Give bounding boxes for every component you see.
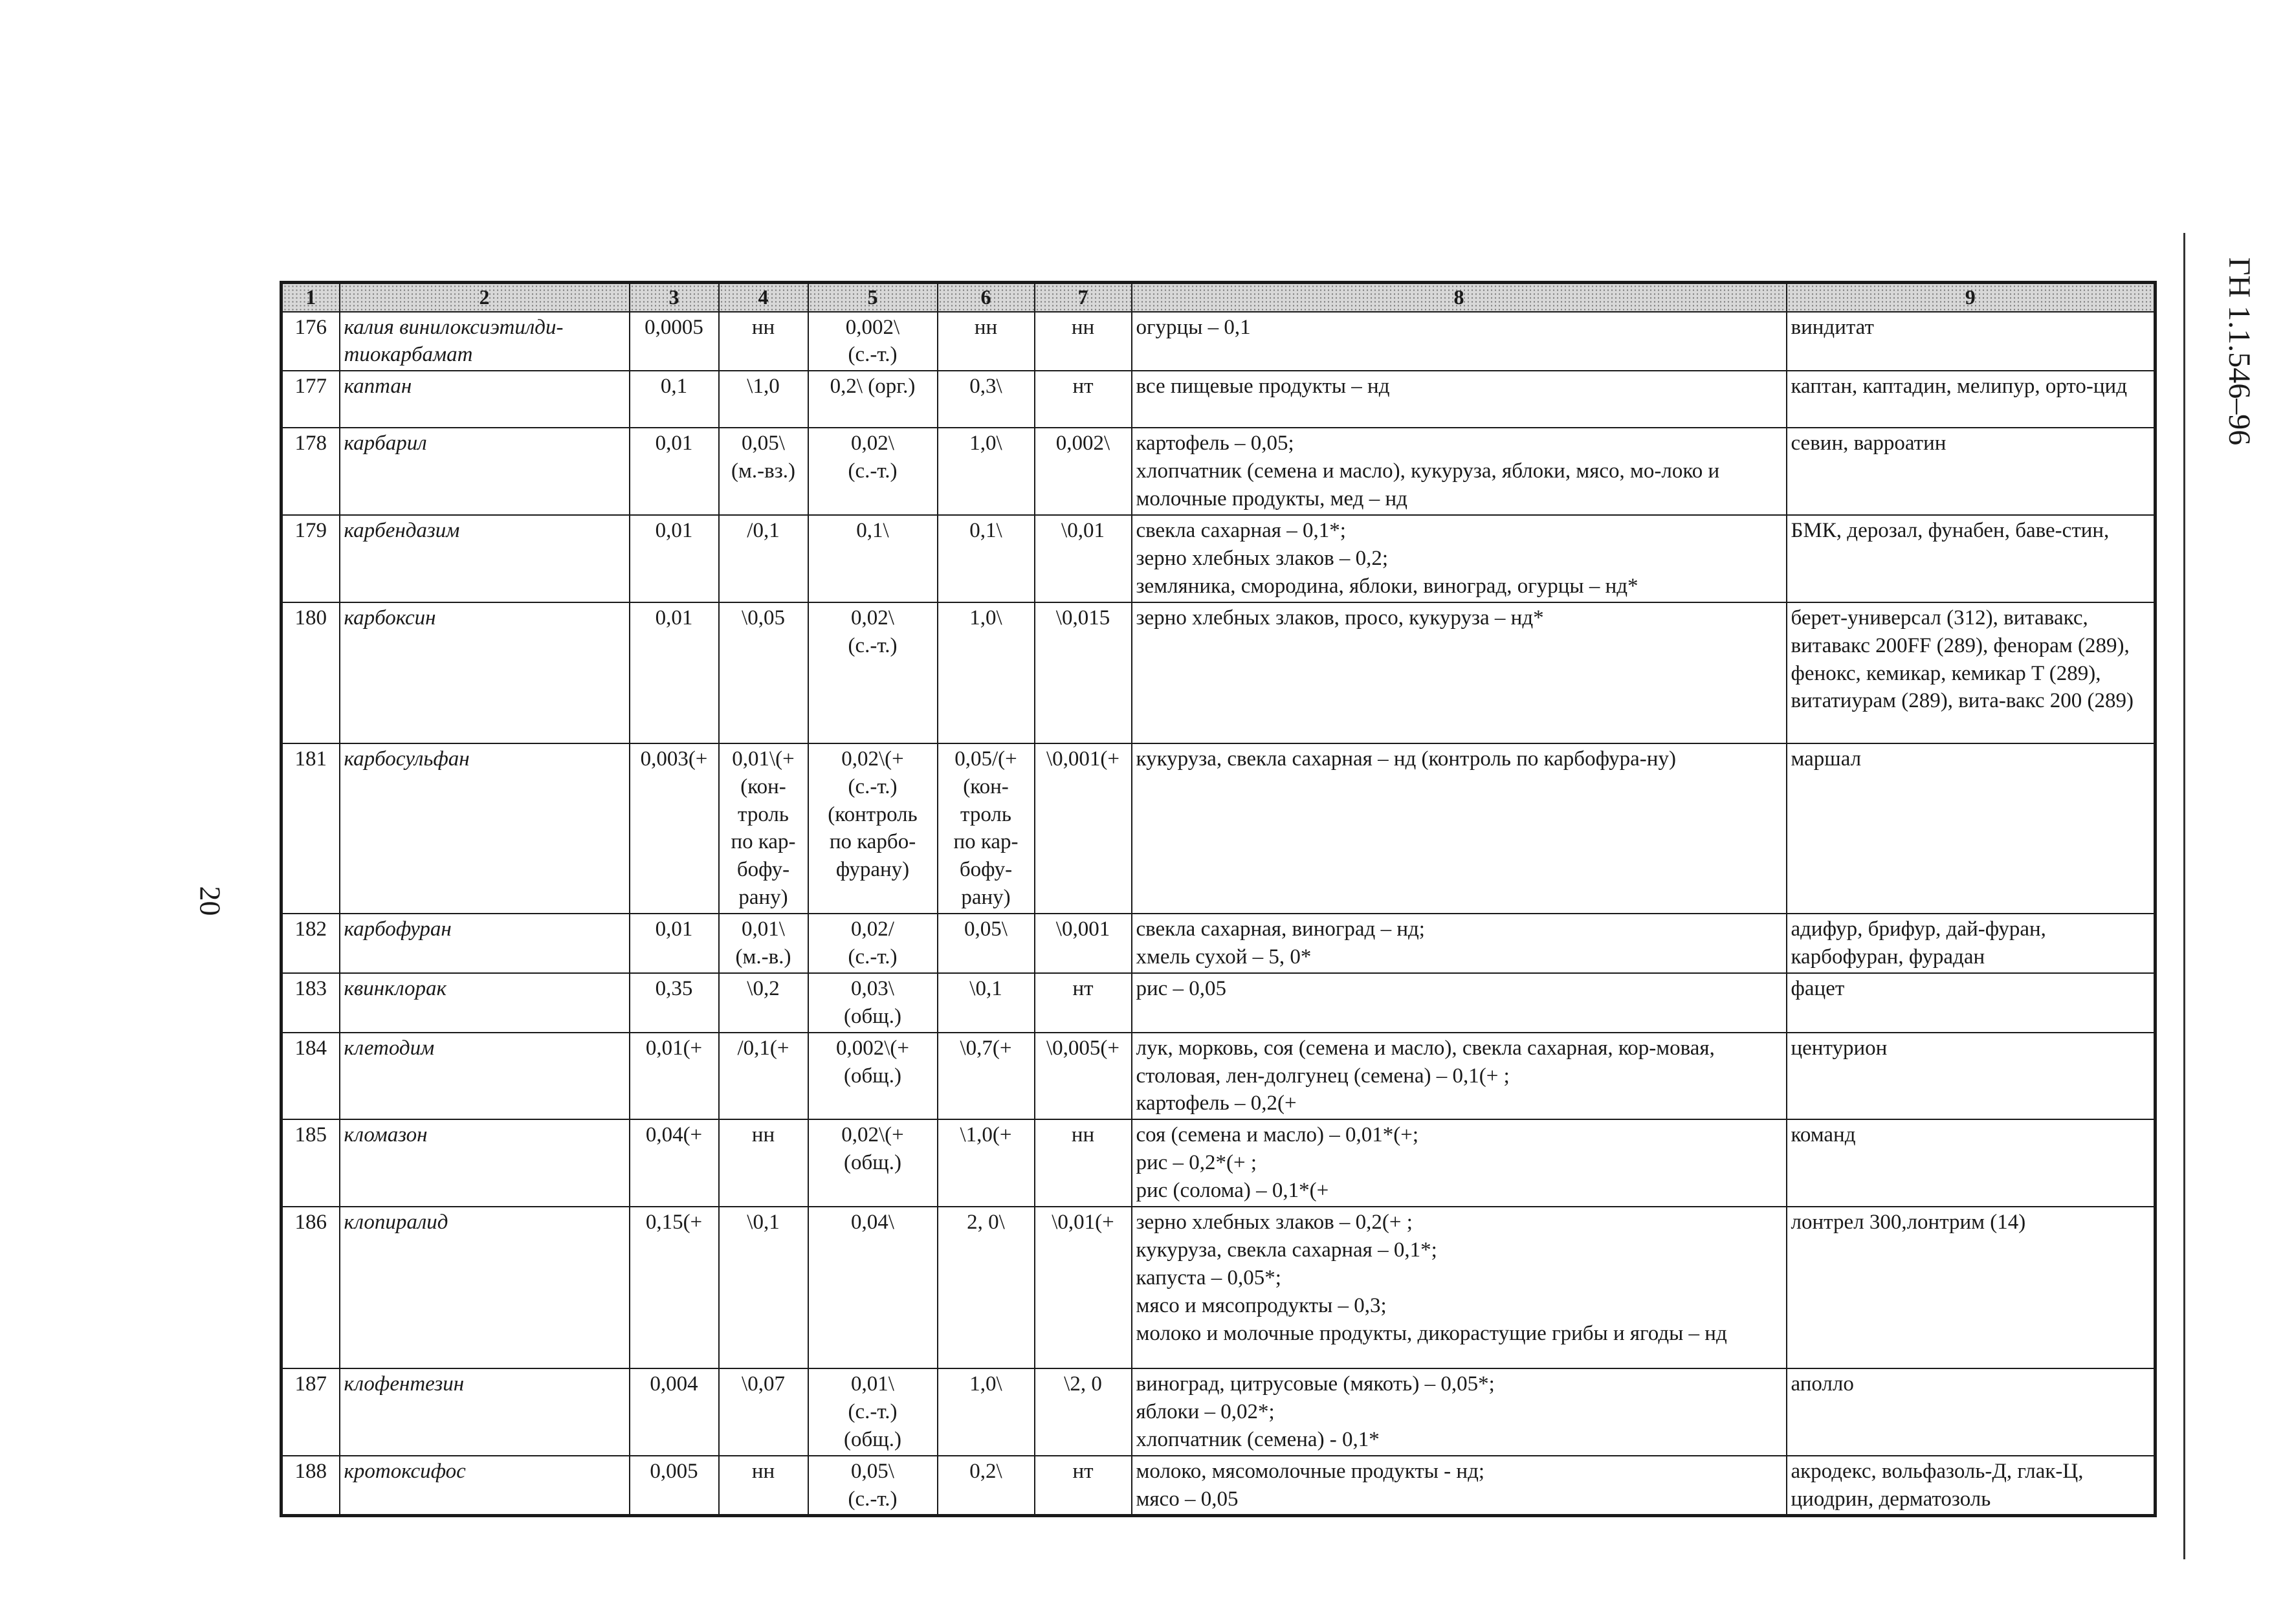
value-col5: 0,02\ (с.-т.): [808, 428, 938, 515]
regulation-table: [280, 281, 2157, 1517]
value-col4: 0,01\ (м.-в.): [719, 914, 808, 973]
value-col5: 0,04\: [808, 1207, 938, 1368]
value-col5: 0,002\(+ (общ.): [808, 1033, 938, 1120]
value-col5: 0,002\ (с.-т.): [808, 312, 938, 371]
value-col5: 0,03\ (общ.): [808, 973, 938, 1033]
substance-name: калия винилоксиэтилди-тиокарбамат: [340, 312, 630, 371]
row-number: 186: [281, 1207, 340, 1368]
value-col6: \1,0(+: [938, 1119, 1035, 1207]
page-number: 20: [193, 886, 227, 916]
substance-name: карбоксин: [340, 602, 630, 743]
table-row: [281, 1033, 2156, 1120]
trade-names: берет-универсал (312), витавакс, витавакс 200FF (289), фенорам (289), фенокс, кемикар, кемикар T (289), витатиурам (289), вита-вакс 200 (289): [1787, 602, 2156, 743]
trade-names: аполло: [1787, 1368, 2156, 1456]
value-col6: \0,7(+: [938, 1033, 1035, 1120]
value-col3: 0,0005: [630, 312, 719, 371]
value-col4: нн: [719, 1119, 808, 1207]
trade-names: акродекс, вольфазоль-Д, глак-Ц, циодрин, дерматозоль: [1787, 1456, 2156, 1516]
value-col6: 2, 0\: [938, 1207, 1035, 1368]
value-col4: /0,1: [719, 515, 808, 602]
value-col3: 0,35: [630, 973, 719, 1033]
trade-names: маршал: [1787, 743, 2156, 914]
trade-names: команд: [1787, 1119, 2156, 1207]
value-col5: 0,02\(+ (общ.): [808, 1119, 938, 1207]
column-header: 9: [1787, 283, 2156, 312]
products-limits: зерно хлебных злаков, просо, кукуруза – нд*: [1132, 602, 1787, 743]
table-row: [281, 1207, 2156, 1368]
value-col7: \0,005(+: [1035, 1033, 1132, 1120]
header-row: [281, 283, 2156, 312]
value-col7: 0,002\: [1035, 428, 1132, 515]
column-header: 7: [1035, 283, 1132, 312]
value-col6: 0,2\: [938, 1456, 1035, 1516]
value-col6: нн: [938, 312, 1035, 371]
value-col4: \1,0: [719, 371, 808, 428]
column-header: 5: [808, 283, 938, 312]
substance-name: каптан: [340, 371, 630, 428]
substance-name: карбосульфан: [340, 743, 630, 914]
row-number: 187: [281, 1368, 340, 1456]
products-limits: виноград, цитрусовые (мякоть) – 0,05*; яблоки – 0,02*; хлопчатник (семена) - 0,1*: [1132, 1368, 1787, 1456]
value-col3: 0,01(+: [630, 1033, 719, 1120]
substance-name: клопиралид: [340, 1207, 630, 1368]
column-header: 4: [719, 283, 808, 312]
value-col7: \0,001: [1035, 914, 1132, 973]
value-col5: 0,02/ (с.-т.): [808, 914, 938, 973]
table-row: [281, 973, 2156, 1033]
value-col4: \0,1: [719, 1207, 808, 1368]
products-limits: соя (семена и масло) – 0,01*(+; рис – 0,2*(+ ; рис (солома) – 0,1*(+: [1132, 1119, 1787, 1207]
margin-rule: [2183, 233, 2185, 1559]
products-limits: зерно хлебных злаков – 0,2(+ ; кукуруза, свекла сахарная – 0,1*; капуста – 0,05*; мясо и мясопродукты – 0,3; молоко и молочные продукты, дикорастущие грибы и ягоды – нд: [1132, 1207, 1787, 1368]
value-col7: \0,01(+: [1035, 1207, 1132, 1368]
value-col3: 0,01: [630, 914, 719, 973]
table-row: [281, 1456, 2156, 1516]
value-col6: 1,0\: [938, 428, 1035, 515]
trade-names: виндитат: [1787, 312, 2156, 371]
value-col3: 0,15(+: [630, 1207, 719, 1368]
substance-name: квинклорак: [340, 973, 630, 1033]
value-col6: 1,0\: [938, 602, 1035, 743]
value-col7: \0,001(+: [1035, 743, 1132, 914]
trade-names: адифур, брифур, дай-фуран, карбофуран, фурадан: [1787, 914, 2156, 973]
products-limits: огурцы – 0,1: [1132, 312, 1787, 371]
table-row: [281, 371, 2156, 428]
value-col4: \0,2: [719, 973, 808, 1033]
substance-name: клофентезин: [340, 1368, 630, 1456]
substance-name: карбендазим: [340, 515, 630, 602]
column-header: 6: [938, 283, 1035, 312]
column-header: 1: [281, 283, 340, 312]
value-col7: \2, 0: [1035, 1368, 1132, 1456]
table-row: [281, 602, 2156, 743]
table-row: [281, 914, 2156, 973]
value-col3: 0,04(+: [630, 1119, 719, 1207]
trade-names: центурион: [1787, 1033, 2156, 1120]
value-col5: 0,02\(+ (с.-т.) (контроль по карбо- фурану): [808, 743, 938, 914]
value-col3: 0,1: [630, 371, 719, 428]
value-col4: \0,07: [719, 1368, 808, 1456]
value-col7: нн: [1035, 312, 1132, 371]
row-number: 184: [281, 1033, 340, 1120]
column-header: 3: [630, 283, 719, 312]
substance-name: карбофуран: [340, 914, 630, 973]
value-col7: нт: [1035, 1456, 1132, 1516]
value-col5: 0,05\ (с.-т.): [808, 1456, 938, 1516]
products-limits: молоко, мясомолочные продукты - нд; мясо – 0,05: [1132, 1456, 1787, 1516]
value-col3: 0,01: [630, 428, 719, 515]
value-col5: 0,01\ (с.-т.) (общ.): [808, 1368, 938, 1456]
value-col5: 0,02\ (с.-т.): [808, 602, 938, 743]
row-number: 177: [281, 371, 340, 428]
products-limits: картофель – 0,05; хлопчатник (семена и масло), кукуруза, яблоки, мясо, мо-локо и молочные продукты, мед – нд: [1132, 428, 1787, 515]
row-number: 183: [281, 973, 340, 1033]
value-col7: нт: [1035, 371, 1132, 428]
table-row: [281, 743, 2156, 914]
value-col3: 0,01: [630, 515, 719, 602]
table-row: [281, 515, 2156, 602]
value-col3: 0,005: [630, 1456, 719, 1516]
value-col4: 0,01\(+ (кон- троль по кар- бофу- рану): [719, 743, 808, 914]
column-header: 2: [340, 283, 630, 312]
value-col6: 0,05/(+ (кон- троль по кар- бофу- рану): [938, 743, 1035, 914]
products-limits: свекла сахарная – 0,1*; зерно хлебных злаков – 0,2; земляника, смородина, яблоки, виноград, огурцы – нд*: [1132, 515, 1787, 602]
page-header-code: ГН 1.1.546–96: [2222, 257, 2256, 446]
value-col4: 0,05\ (м.-вз.): [719, 428, 808, 515]
value-col4: нн: [719, 312, 808, 371]
substance-name: кломазон: [340, 1119, 630, 1207]
trade-names: каптан, каптадин, мелипур, орто-цид: [1787, 371, 2156, 428]
value-col7: \0,015: [1035, 602, 1132, 743]
table-row: [281, 428, 2156, 515]
products-limits: свекла сахарная, виноград – нд; хмель сухой – 5, 0*: [1132, 914, 1787, 973]
trade-names: севин, варроатин: [1787, 428, 2156, 515]
substance-name: кротоксифос: [340, 1456, 630, 1516]
value-col4: \0,05: [719, 602, 808, 743]
value-col5: 0,2\ (орг.): [808, 371, 938, 428]
value-col6: 0,05\: [938, 914, 1035, 973]
value-col6: 0,3\: [938, 371, 1035, 428]
trade-names: лонтрел 300,лонтрим (14): [1787, 1207, 2156, 1368]
value-col6: 0,1\: [938, 515, 1035, 602]
value-col4: /0,1(+: [719, 1033, 808, 1120]
value-col5: 0,1\: [808, 515, 938, 602]
value-col3: 0,01: [630, 602, 719, 743]
row-number: 176: [281, 312, 340, 371]
row-number: 179: [281, 515, 340, 602]
trade-names: БМК, дерозал, фунабен, баве-стин,: [1787, 515, 2156, 602]
row-number: 178: [281, 428, 340, 515]
value-col7: \0,01: [1035, 515, 1132, 602]
products-limits: рис – 0,05: [1132, 973, 1787, 1033]
table-row: [281, 1119, 2156, 1207]
value-col4: нн: [719, 1456, 808, 1516]
products-limits: лук, морковь, соя (семена и масло), свекла сахарная, кор-мовая, столовая, лен-долгунец (семена) – 0,1(+ ; картофель – 0,2(+: [1132, 1033, 1787, 1120]
row-number: 182: [281, 914, 340, 973]
products-limits: все пищевые продукты – нд: [1132, 371, 1787, 428]
products-limits: кукуруза, свекла сахарная – нд (контроль по карбофура-ну): [1132, 743, 1787, 914]
column-header: 8: [1132, 283, 1787, 312]
value-col6: \0,1: [938, 973, 1035, 1033]
table-row: [281, 1368, 2156, 1456]
row-number: 181: [281, 743, 340, 914]
value-col7: нн: [1035, 1119, 1132, 1207]
substance-name: клетодим: [340, 1033, 630, 1120]
row-number: 185: [281, 1119, 340, 1207]
row-number: 180: [281, 602, 340, 743]
value-col6: 1,0\: [938, 1368, 1035, 1456]
value-col3: 0,004: [630, 1368, 719, 1456]
substance-name: карбарил: [340, 428, 630, 515]
trade-names: фацет: [1787, 973, 2156, 1033]
value-col7: нт: [1035, 973, 1132, 1033]
row-number: 188: [281, 1456, 340, 1516]
table-row: [281, 312, 2156, 371]
value-col3: 0,003(+: [630, 743, 719, 914]
